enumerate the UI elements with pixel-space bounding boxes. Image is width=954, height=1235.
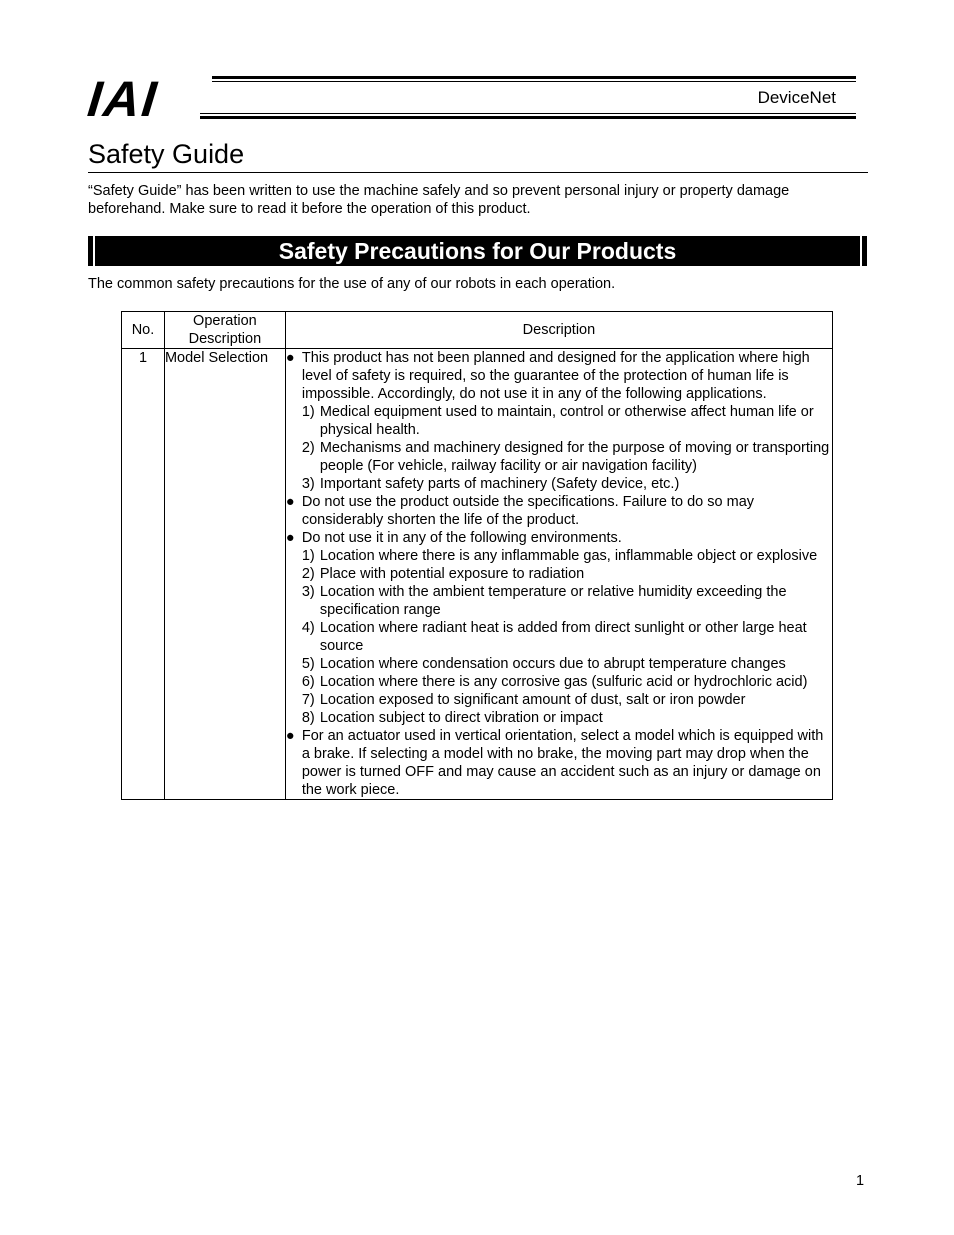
item-text: Location where condensation occurs due to abrupt temperature changes (319, 656, 786, 672)
header-rule (212, 81, 856, 82)
numbered-item (286, 403, 832, 439)
section-banner (88, 236, 867, 266)
item-number: 3) (301, 584, 315, 600)
numbered-item (286, 673, 832, 691)
header-rule (212, 76, 856, 79)
bullet-dot-icon: ● (285, 494, 295, 510)
item-text: Place with potential exposure to radiation (319, 566, 585, 582)
item-number: 2) (301, 440, 315, 456)
header-no: No. (122, 312, 165, 349)
item-text: Location subject to direct vibration or impact (319, 710, 603, 726)
table-header-row (122, 312, 833, 349)
table-row (122, 349, 833, 800)
section-heading: Safety Precautions for Our Products (278, 238, 677, 264)
banner-edge (860, 236, 862, 266)
numbered-item (286, 565, 832, 583)
numbered-item (286, 691, 832, 709)
numbered-item (286, 619, 832, 655)
header-operation: Operation Description (164, 312, 285, 349)
item-number: 5) (301, 656, 315, 672)
numbered-item (286, 709, 832, 727)
item-number: 4) (301, 620, 315, 636)
bullet-text: Do not use the product outside the specifications. Failure to do so may considerably shorten the life of the product. (301, 494, 755, 528)
page-title: Safety Guide (88, 139, 245, 169)
section-intro: The common safety precautions for the use of any of our robots in each operation. (88, 276, 616, 292)
bullet-item (286, 349, 832, 403)
item-text: Location exposed to significant amount of dust, salt or iron powder (319, 692, 746, 708)
bullet-dot-icon: ● (285, 350, 295, 366)
bullet-dot-icon: ● (285, 530, 295, 546)
item-number: 3) (301, 476, 315, 492)
numbered-item (286, 475, 832, 493)
numbered-item (286, 547, 832, 565)
safety-table (121, 311, 833, 800)
item-number: 7) (301, 692, 315, 708)
item-number: 8) (301, 710, 315, 726)
numbered-item (286, 583, 832, 619)
bullet-text: This product has not been planned and designed for the application where high level of safety is required, so the guarantee of the protection of human life is impossible. Accordingly, do not use it in any of the following applications. (301, 350, 810, 402)
item-text: Important safety parts of machinery (Safety device, etc.) (319, 476, 680, 492)
product-label: DeviceNet (757, 88, 836, 107)
header-rule (200, 116, 856, 119)
bullet-item (286, 493, 832, 529)
operation-description: Model Selection (164, 349, 285, 800)
header-description: Description (285, 312, 832, 349)
page-header (85, 71, 858, 127)
bullet-item (286, 529, 832, 547)
item-text: Location with the ambient temperature or relative humidity exceeding the specification range (319, 584, 787, 618)
company-logo: IAI (85, 71, 161, 127)
item-text: Medical equipment used to maintain, control or otherwise affect human life or physical health. (319, 404, 814, 438)
item-number: 2) (301, 566, 315, 582)
item-number: 1) (301, 548, 315, 564)
item-text: Mechanisms and machinery designed for the purpose of moving or transporting people (For vehicle, railway facility or air navigation facility) (319, 440, 830, 474)
title-divider (88, 172, 868, 173)
bullet-item (286, 727, 832, 799)
item-text: Location where there is any inflammable gas, inflammable object or explosive (319, 548, 818, 564)
header-rule (200, 113, 856, 114)
banner-edge (93, 236, 95, 266)
item-text: Location where there is any corrosive gas (sulfuric acid or hydrochloric acid) (319, 674, 808, 690)
item-text: Location where radiant heat is added from direct sunlight or other large heat source (319, 620, 807, 654)
page-number: 1 (856, 1173, 865, 1189)
row-number: 1 (122, 349, 165, 800)
bullet-dot-icon: ● (285, 728, 295, 744)
item-number: 1) (301, 404, 315, 420)
numbered-item (286, 439, 832, 475)
intro-paragraph: “Safety Guide” has been written to use the machine safely and so prevent personal injury or property damage beforehand. Make sure to read it before the operation of this product. (88, 183, 790, 217)
numbered-item (286, 655, 832, 673)
bullet-text: Do not use it in any of the following environments. (301, 530, 622, 546)
description-cell (285, 349, 832, 800)
item-number: 6) (301, 674, 315, 690)
bullet-text: For an actuator used in vertical orientation, select a model which is equipped with a brake. If selecting a model with no brake, the moving part may drop when the power is turned OFF and may cause an accident such as an injury or damage on the work piece. (301, 728, 824, 798)
